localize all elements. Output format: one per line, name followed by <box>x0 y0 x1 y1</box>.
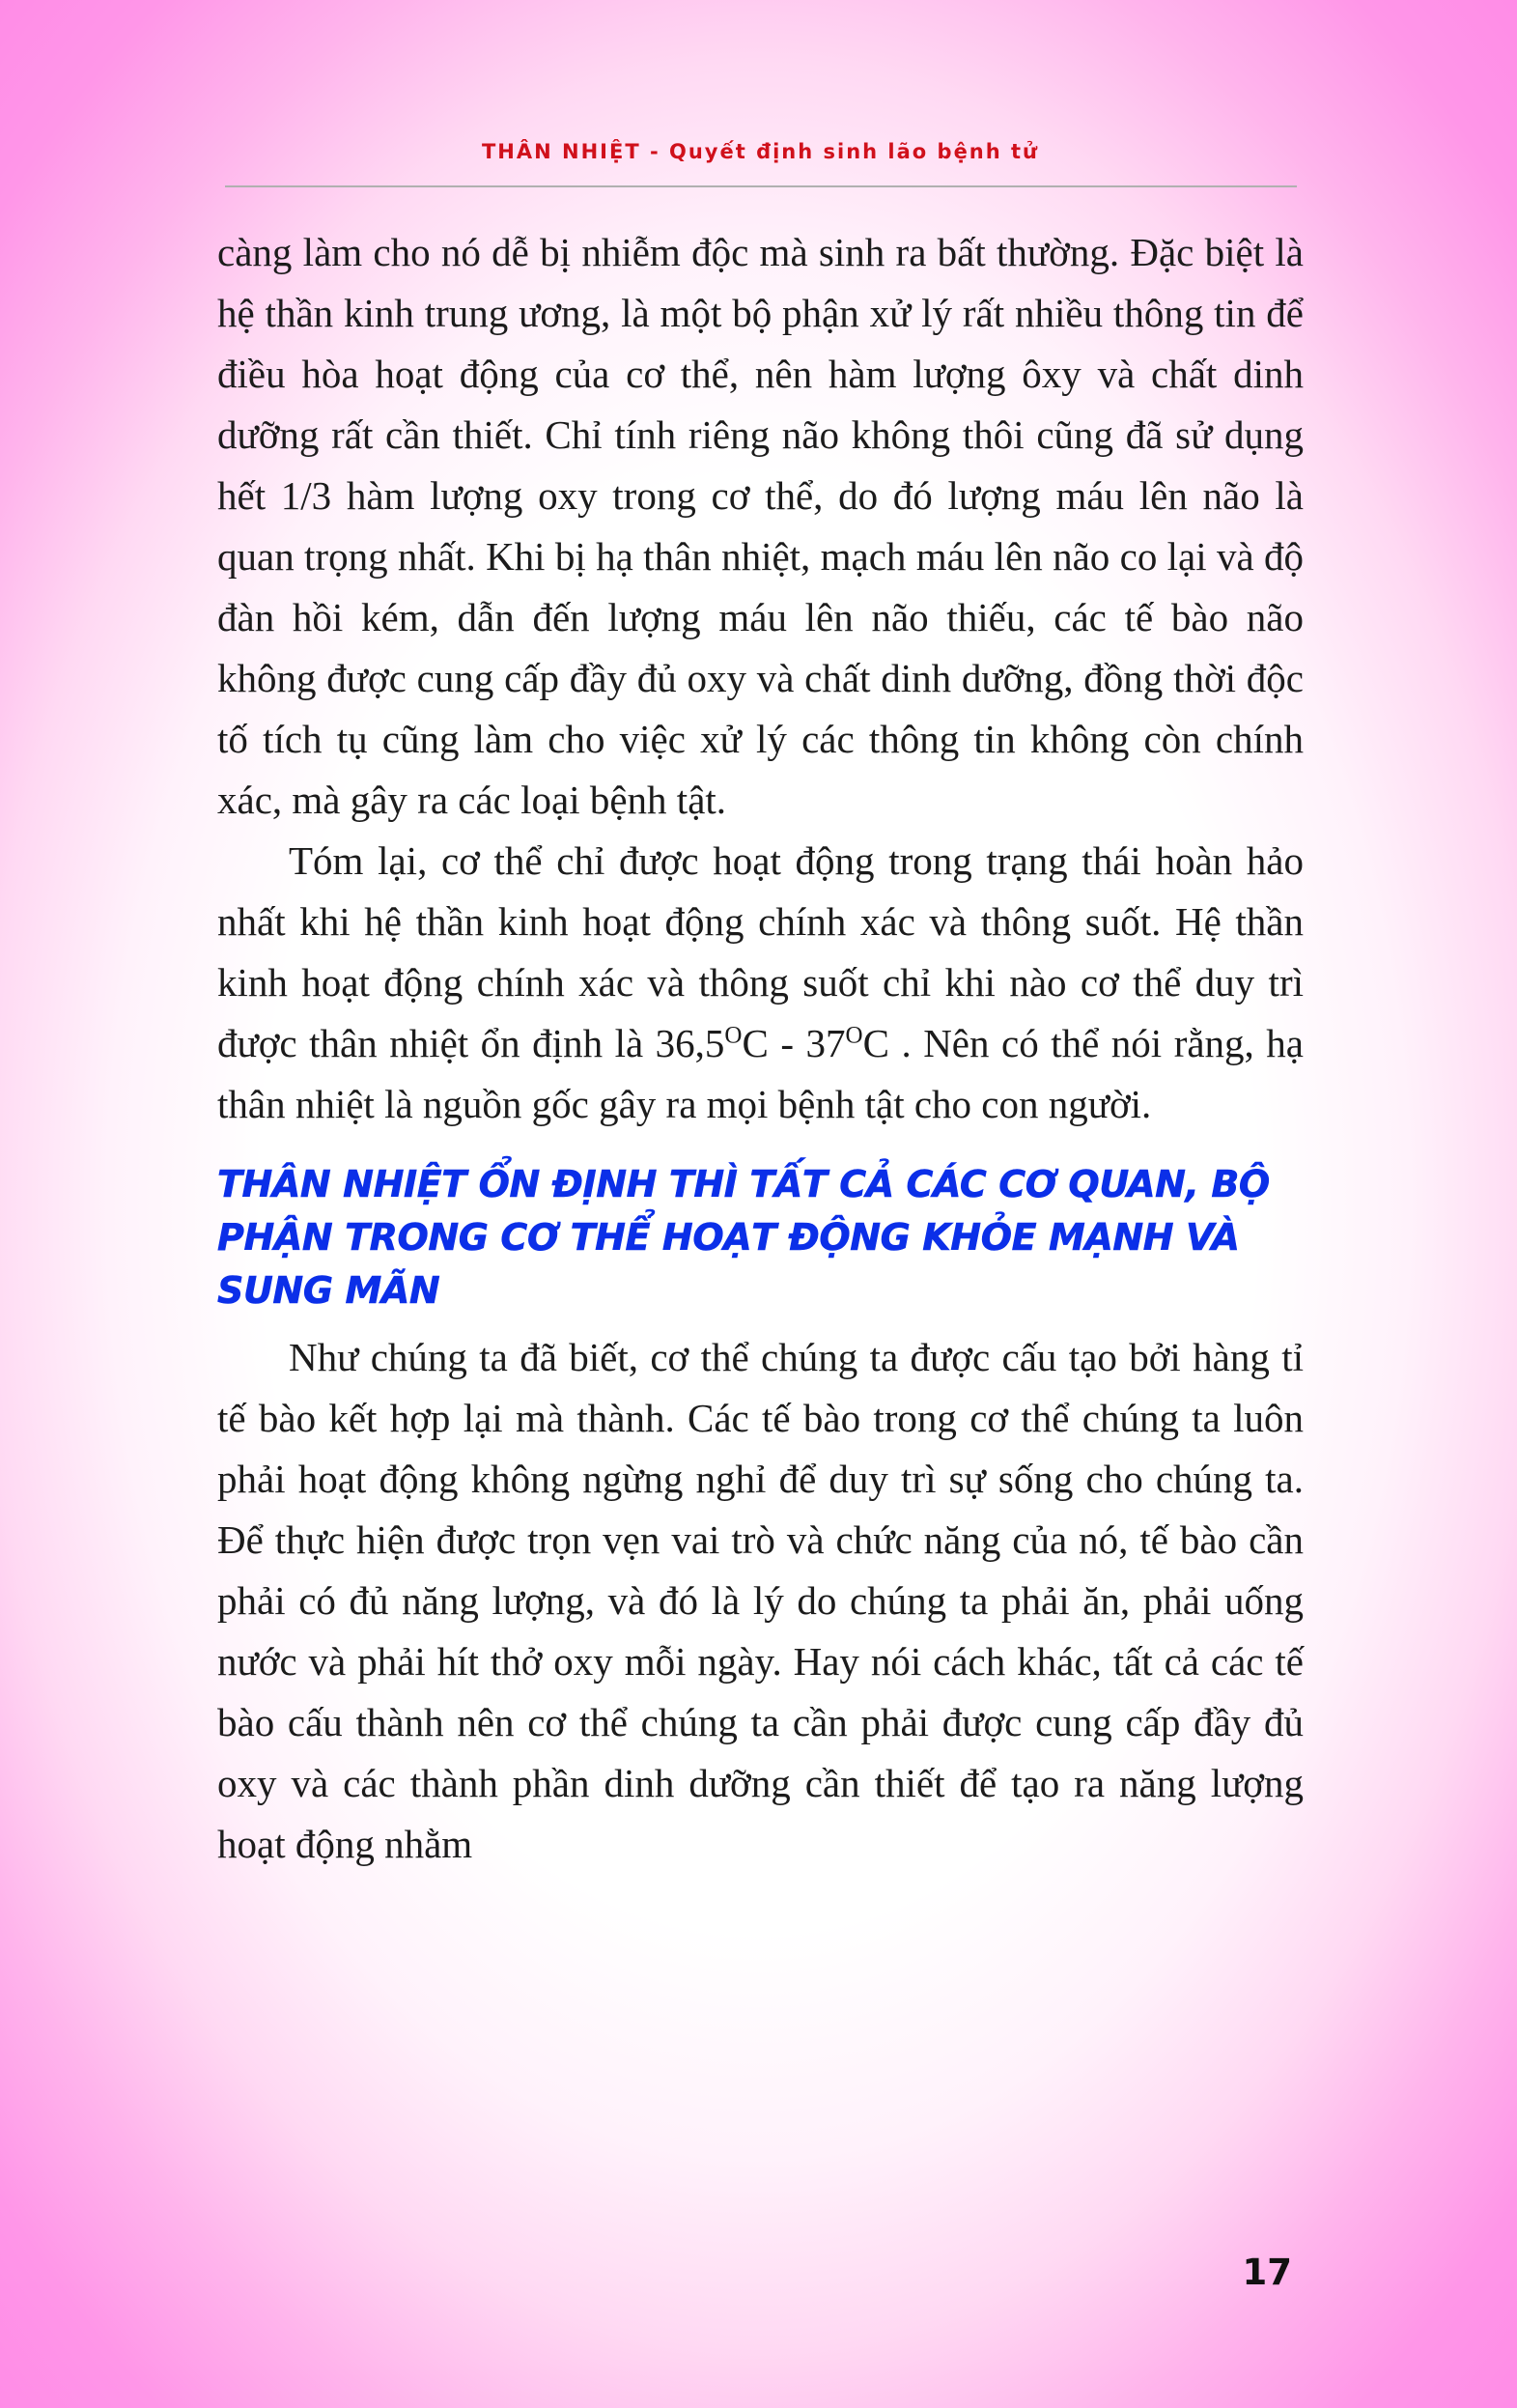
degree-unit-2: C <box>862 1021 889 1065</box>
running-header-text: THÂN NHIỆT - Quyết định sinh lão bệnh tử <box>481 140 1040 163</box>
header-divider-rule <box>225 185 1297 187</box>
paragraph-1: càng làm cho nó dễ bị nhiễm độc mà sinh ra bất thường. Đặc biệt là hệ thần kinh trung ương, là một bộ phận xử lý rất nhiều thông tin để điều hòa hoạt động của cơ thể, nên hàm lượng ôxy và chất dinh dưỡng rất cần thiết. Chỉ tính riêng não không thôi cũng đã sử dụng hết 1/3 hàm lượng oxy trong cơ thể, do đó lượng máu lên não là quan trọng nhất. Khi bị hạ thân nhiệt, mạch máu lên não co lại và độ đàn hồi kém, dẫn đến lượng máu lên não thiếu, các tế bào não không được cung cấp đầy đủ oxy và chất dinh dưỡng, đồng thời độc tố tích tụ cũng làm cho việc xử lý các thông tin không còn chính xác, mà gây ra các loại bệnh tật. <box>217 230 1304 822</box>
degree-sup-1: O <box>724 1022 743 1049</box>
degree-sup-2: O <box>845 1022 863 1049</box>
body-text-column <box>217 222 1304 1875</box>
page-content-area <box>208 116 1313 2309</box>
paragraph-3: Như chúng ta đã biết, cơ thể chúng ta được cấu tạo bởi hàng tỉ tế bào kết hợp lại mà thành. Các tế bào trong cơ thể chúng ta luôn phải hoạt động không ngừng nghỉ để duy trì sự sống cho chúng ta. Để thực hiện được trọn vẹn vai trò và chức năng của nó, tế bào cần phải có đủ năng lượng, và đó là lý do chúng ta phải ăn, phải uống nước và phải hít thở oxy mỗi ngày. Hay nói cách khác, tất cả các tế bào cấu thành nên cơ thể chúng ta cần phải được cung cấp đầy đủ oxy và các thành phần dinh dưỡng cần thiết để tạo ra năng lượng hoạt động nhằm <box>217 1335 1304 1866</box>
paragraph-2-lead: Tóm lại, cơ thể chỉ được hoạt động trong trạng thái hoàn hảo nhất khi hệ thần kinh hoạt động chính xác và thông suốt. Hệ thần kinh hoạt động chính xác và thông suốt chỉ khi nào cơ thể duy trì được thân nhiệt ổn định là 36,5 <box>217 838 1304 1065</box>
page-number: 17 <box>1242 2252 1292 2293</box>
temp-separator: - <box>768 1021 806 1065</box>
running-header <box>208 140 1313 163</box>
degree-unit-1: C <box>742 1021 769 1065</box>
temp-value-2: 37 <box>805 1021 846 1065</box>
paragraph-2 <box>217 831 1304 1135</box>
paragraph-2-tail: . Nên có thể nói rằng, hạ thân nhiệt là nguồn gốc gây ra mọi bệnh tật cho con người. <box>217 1021 1304 1126</box>
section-heading: THÂN NHIỆT ỔN ĐỊNH THÌ TẤT CẢ CÁC CƠ QUAN, BỘ PHẬN TRONG CƠ THỂ HOẠT ĐỘNG KHỎE MẠNH VÀ SUNG MÃN <box>217 1163 1270 1312</box>
